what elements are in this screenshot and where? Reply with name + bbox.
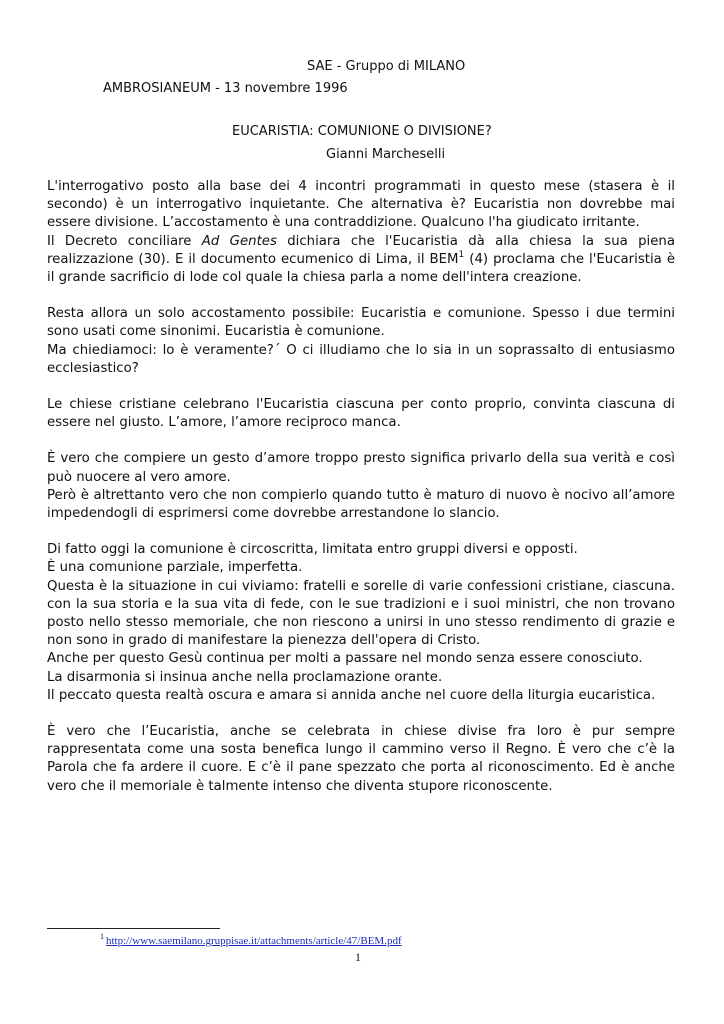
paragraph-1 xyxy=(47,178,675,287)
paragraph-5 xyxy=(47,541,675,705)
paragraph-5-line-f: Il peccato questa realtà oscura e amara si annida anche nel cuore della liturgia eucaristica. xyxy=(47,687,656,703)
page-number: 1 xyxy=(355,950,361,964)
paragraph-5-line-b: È una comunione parziale, imperfetta. xyxy=(47,560,303,576)
paragraph-1-text: L'interrogativo posto alla base dei 4 incontri programmati in questo mese (stasera è il secondo) è un interrogativo inquietante. Che alternativa è? Eucaristia non dovrebbe mai essere divisione. L’accostamento è una contraddizione. Qualcuno l'ha giudicato irritante. xyxy=(47,179,675,231)
decree-title: Ad Gentes xyxy=(201,233,277,249)
author-name: Gianni Marcheselli xyxy=(326,147,446,162)
paragraph-2-line-b: Ma chiediamoci: lo è veramente?´ O ci illudiamo che lo sia in un soprassalto di entusiasmo ecclesiastico? xyxy=(47,342,675,376)
decree-text-lead: Il Decreto conciliare xyxy=(47,233,192,249)
paragraph-2-line-a: Resta allora un solo accostamento possibile: Eucaristia e comunione. Spesso i due termini sono usati come sinonimi. Eucaristia è comunione. xyxy=(47,306,675,340)
venue-date-line: AMBROSIANEUM - 13 novembre 1996 xyxy=(103,81,348,96)
footnote-reference[interactable]: 1 xyxy=(458,249,465,260)
footnote xyxy=(100,932,402,947)
decree-text-end: (4) proclama che l'Eucaristia è il grande sacrificio di lode col quale la chiesa parla a nome dell'intera creazione. xyxy=(47,251,676,286)
footnote-marker: 1 xyxy=(100,932,104,941)
paragraph-6: È vero che l’Eucaristia, anche se celebrata in chiese divise fra loro è pur sempre rappresentata come una sosta benefica lungo il cammino verso il Regno. È vero che c’è la Parola che fa ardere il cuore. E c’è il pane spezzato che porta al riconoscimento. Ed è anche vero che il memoriale è talmente intenso che diventa stupore riconoscente. xyxy=(47,724,675,794)
document-body xyxy=(47,178,675,814)
document-title: EUCARISTIA: COMUNIONE O DIVISIONE? xyxy=(232,124,492,139)
organization-header: SAE - Gruppo di MILANO xyxy=(307,59,466,74)
footnote-link[interactable]: http://www.saemilano.gruppisae.it/attachments/article/47/BEM.pdf xyxy=(106,935,402,947)
decree-text-middle: dichiara che l'Eucaristia dà alla chiesa la sua piena realizzazione (30). E il documento ecumenico di Lima, il BEM xyxy=(47,233,676,267)
paragraph-4 xyxy=(47,450,675,523)
paragraph-3: Le chiese cristiane celebrano l'Eucaristia ciascuna per conto proprio, convinta ciascuna di essere nel giusto. L’amore, l’amore reciproco manca. xyxy=(47,397,675,431)
paragraph-5-line-e: La disarmonia si insinua anche nella proclamazione orante. xyxy=(47,669,443,685)
paragraph-4-line-a: È vero che compiere un gesto d’amore troppo presto significa privarlo della sua verità e così può nuocere al vero amore. xyxy=(47,451,675,485)
footnote-separator xyxy=(47,928,220,929)
paragraph-5-line-d: Anche per questo Gesù continua per molti a passare nel mondo senza essere conosciuto. xyxy=(47,651,643,667)
paragraph-1-decree xyxy=(47,233,675,288)
paragraph-2 xyxy=(47,305,675,378)
paragraph-5-line-a: Di fatto oggi la comunione è circoscritta, limitata entro gruppi diversi e opposti. xyxy=(47,542,578,558)
paragraph-4-line-b: Però è altrettanto vero che non compierlo quando tutto è maturo di nuovo è nocivo all’amore impedendogli di esprimersi come dovrebbe arrestandone lo slancio. xyxy=(47,487,675,522)
paragraph-5-line-c: Questa è la situazione in cui viviamo: fratelli e sorelle di varie confessioni cristiane, ciascuna. con la sua storia e la sua vita di fede, con le sue tradizioni e i suoi ministri, che non trovano posto nello stesso memoriale, che non riescono a unirsi in uno stesso rendimento di grazie e non sono in grado di manifestare la pienezza dell'opera di Cristo. xyxy=(47,578,675,649)
